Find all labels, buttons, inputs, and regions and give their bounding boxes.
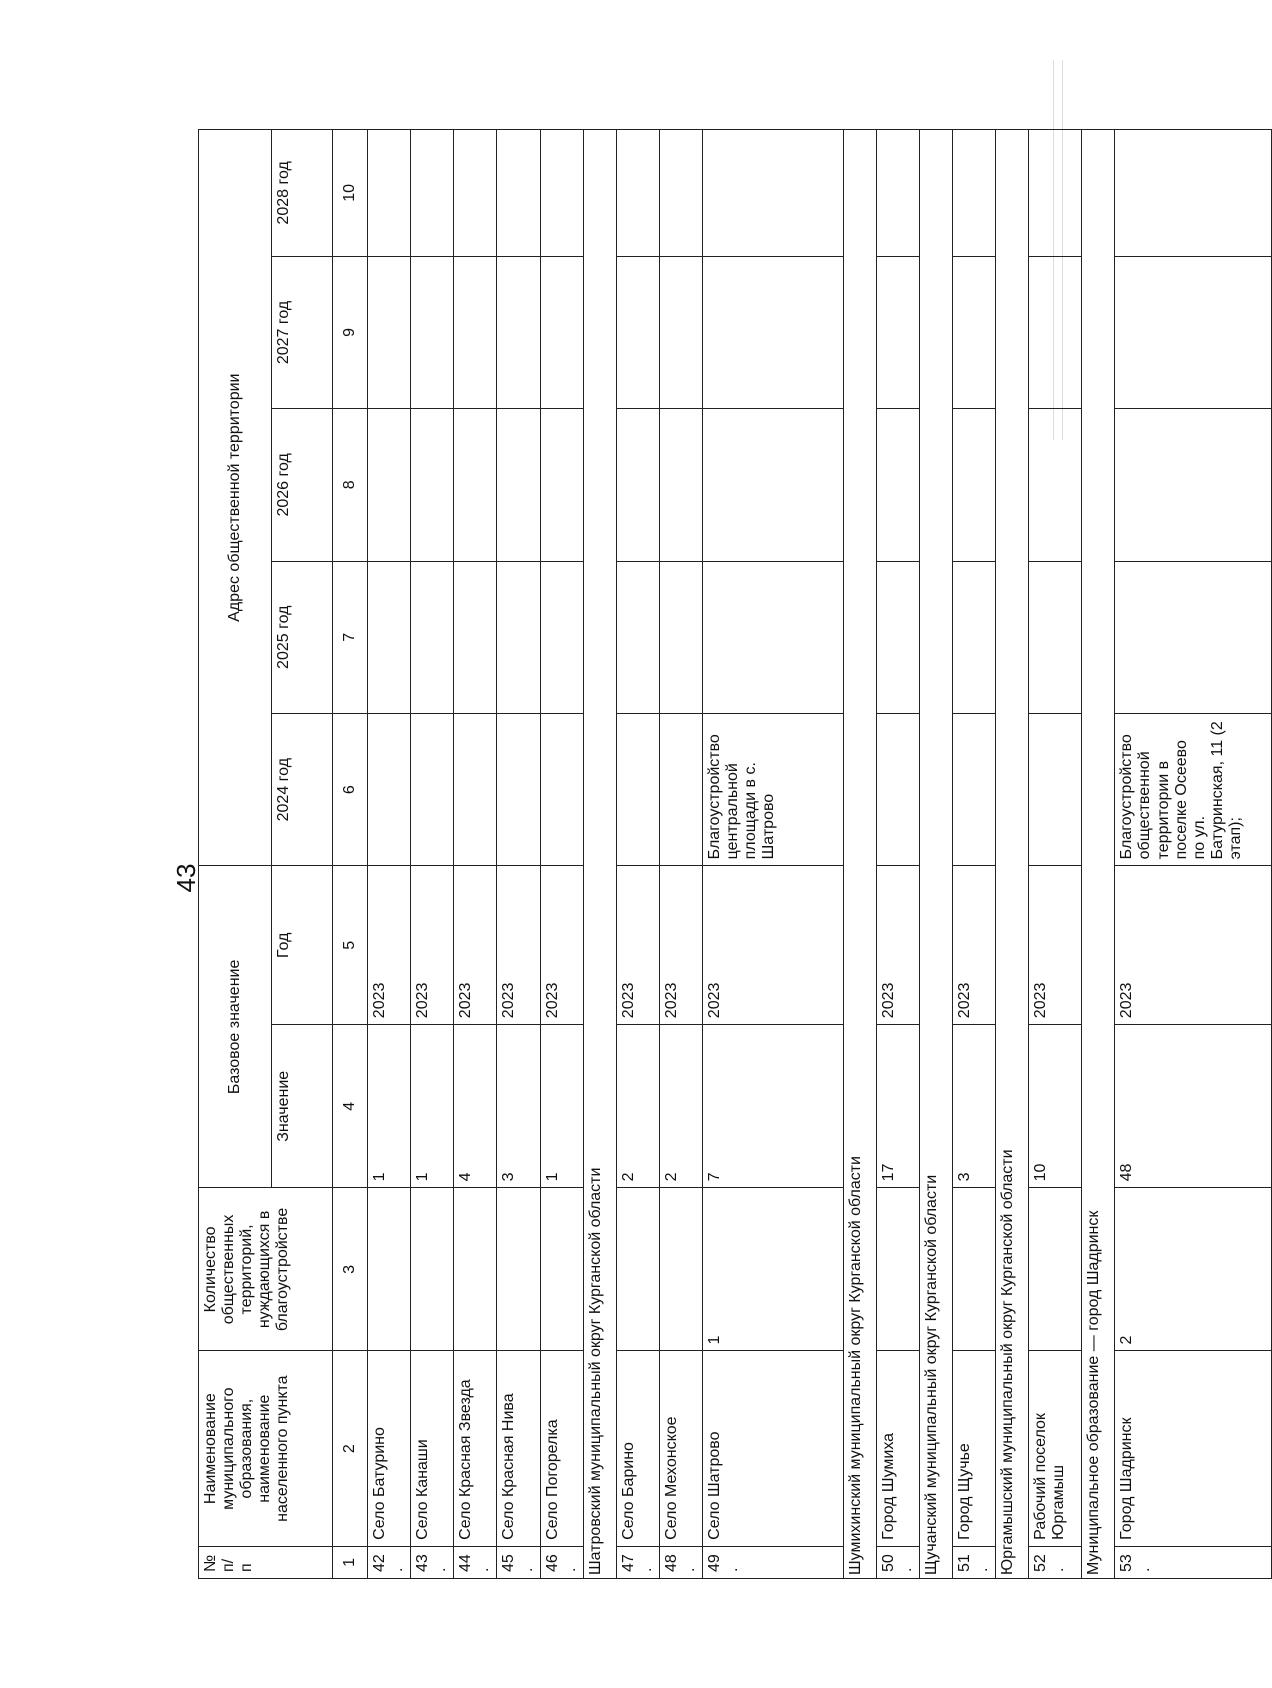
territory-count [411, 1188, 454, 1351]
address-2026 [368, 409, 411, 561]
table-row [411, 130, 454, 1579]
row-number: 45. [497, 1546, 540, 1578]
base-year: 2023 [953, 866, 996, 1025]
address-2028 [368, 130, 411, 257]
header-year-2027: 2027 год [272, 256, 333, 408]
address-2024 [953, 713, 996, 865]
address-2028 [659, 130, 702, 257]
column-number: 10 [333, 130, 368, 257]
address-2026 [1115, 409, 1272, 561]
column-number: 7 [333, 561, 368, 713]
address-2027 [540, 256, 583, 408]
table-row [616, 130, 659, 1579]
base-year: 2023 [659, 866, 702, 1025]
address-2024 [659, 713, 702, 865]
address-2027 [497, 256, 540, 408]
address-2027 [659, 256, 702, 408]
address-2028 [877, 130, 920, 257]
address-2026 [540, 409, 583, 561]
row-number: 46. [540, 1546, 583, 1578]
address-2026 [1029, 409, 1082, 561]
base-value: 1 [411, 1025, 454, 1188]
address-2026 [659, 409, 702, 561]
address-2028 [1029, 130, 1082, 257]
header-base: Базовое значение [199, 866, 272, 1188]
address-2025 [454, 561, 497, 713]
base-year: 2023 [454, 866, 497, 1025]
address-2028 [454, 130, 497, 257]
base-year: 2023 [1115, 866, 1272, 1025]
header-year-2024: 2024 год [272, 713, 333, 865]
base-year: 2023 [616, 866, 659, 1025]
address-2024 [616, 713, 659, 865]
address-2025 [659, 561, 702, 713]
header-base-year: Год [272, 866, 333, 1025]
address-2027 [368, 256, 411, 408]
address-2027 [953, 256, 996, 408]
address-2025 [953, 561, 996, 713]
address-2026 [877, 409, 920, 561]
table-row [877, 130, 920, 1579]
column-number: 9 [333, 256, 368, 408]
base-year: 2023 [411, 866, 454, 1025]
column-number: 8 [333, 409, 368, 561]
address-2028 [616, 130, 659, 257]
address-2027 [703, 256, 844, 408]
header-num: № п/п [199, 1546, 333, 1578]
column-number: 1 [333, 1546, 368, 1578]
settlement-name: Село Красная Нива [497, 1351, 540, 1546]
table-row [659, 130, 702, 1579]
address-2025 [540, 561, 583, 713]
territory-count: 1 [703, 1188, 844, 1351]
base-value: 10 [1029, 1025, 1082, 1188]
address-2027 [1115, 256, 1272, 408]
section-label: Юргамышский муниципальный округ Курганской области [996, 130, 1029, 1579]
address-2028 [703, 130, 844, 257]
table-row [540, 130, 583, 1579]
section-row [583, 130, 616, 1579]
header-year-2026: 2026 год [272, 409, 333, 561]
settlement-name: Город Шумиха [877, 1351, 920, 1546]
row-number: 44. [454, 1546, 497, 1578]
table-row [1115, 130, 1272, 1579]
territory-count [454, 1188, 497, 1351]
address-2024: Благоустройство общественной территории в поселке Осеево по ул. Батуринская, 11 (2 этап); [1115, 713, 1272, 865]
settlement-name: Село Погорелка [540, 1351, 583, 1546]
address-2025 [411, 561, 454, 713]
address-2028 [497, 130, 540, 257]
territory-count [953, 1188, 996, 1351]
address-2027 [877, 256, 920, 408]
address-2025 [1029, 561, 1082, 713]
column-number: 5 [333, 866, 368, 1025]
address-2025 [877, 561, 920, 713]
base-value: 17 [877, 1025, 920, 1188]
territory-count: 2 [1115, 1188, 1272, 1351]
address-2025 [497, 561, 540, 713]
settlement-name: Рабочий поселок Юргамыш [1029, 1351, 1082, 1546]
section-label: Шумихинский муниципальный округ Курганской области [844, 130, 877, 1579]
section-row [844, 130, 877, 1579]
section-label: Муниципальное образование — город Шадринск [1082, 130, 1115, 1579]
address-2024 [454, 713, 497, 865]
address-2026 [497, 409, 540, 561]
base-year: 2023 [1029, 866, 1082, 1025]
address-2024 [368, 713, 411, 865]
address-2026 [953, 409, 996, 561]
address-2028 [1115, 130, 1272, 257]
address-2025 [703, 561, 844, 713]
address-2027 [1029, 256, 1082, 408]
page-number: 43 [171, 863, 201, 893]
base-year: 2023 [540, 866, 583, 1025]
address-2025 [616, 561, 659, 713]
section-row [1082, 130, 1115, 1579]
table-row [454, 130, 497, 1579]
column-number: 6 [333, 713, 368, 865]
territories-table [198, 129, 1272, 1579]
territory-count [616, 1188, 659, 1351]
settlement-name: Село Красная Звезда [454, 1351, 497, 1546]
header-row [199, 130, 272, 1579]
territory-count [1029, 1188, 1082, 1351]
base-value: 1 [368, 1025, 411, 1188]
address-2026 [703, 409, 844, 561]
address-2024 [1029, 713, 1082, 865]
base-value: 4 [454, 1025, 497, 1188]
address-2024 [411, 713, 454, 865]
address-2024 [540, 713, 583, 865]
settlement-name: Село Батурино [368, 1351, 411, 1546]
base-year: 2023 [703, 866, 844, 1025]
address-2026 [616, 409, 659, 561]
address-2027 [616, 256, 659, 408]
column-number: 3 [333, 1188, 368, 1351]
section-label: Щучанский муниципальный округ Курганской области [920, 130, 953, 1579]
table-row [497, 130, 540, 1579]
section-label: Шатровский муниципальный округ Курганской области [583, 130, 616, 1579]
address-2026 [411, 409, 454, 561]
rotated-table-wrapper [198, 129, 1244, 1579]
header-base-value: Значение [272, 1025, 333, 1188]
table-row [703, 130, 844, 1579]
address-2024: Благоустройство центральной площади в с. Шатрово [703, 713, 844, 865]
row-number: 50. [877, 1546, 920, 1578]
base-value: 7 [703, 1025, 844, 1188]
table-row [953, 130, 996, 1579]
section-row [996, 130, 1029, 1579]
header-year-2028: 2028 год [272, 130, 333, 257]
base-value: 1 [540, 1025, 583, 1188]
row-number: 49. [703, 1546, 844, 1578]
base-year: 2023 [877, 866, 920, 1025]
settlement-name: Село Канаши [411, 1351, 454, 1546]
territory-count [877, 1188, 920, 1351]
row-number: 42. [368, 1546, 411, 1578]
base-value: 48 [1115, 1025, 1272, 1188]
address-2025 [1115, 561, 1272, 713]
address-2027 [411, 256, 454, 408]
header-year-2025: 2025 год [272, 561, 333, 713]
row-number: 48. [659, 1546, 702, 1578]
address-2026 [454, 409, 497, 561]
row-number: 47. [616, 1546, 659, 1578]
settlement-name: Город Шадринск [1115, 1351, 1272, 1546]
table-row [368, 130, 411, 1579]
row-number: 43. [411, 1546, 454, 1578]
settlement-name: Город Щучье [953, 1351, 996, 1546]
header-count: Количество общественных территорий, нуждающихся в благоустройстве [199, 1188, 333, 1351]
address-2024 [877, 713, 920, 865]
section-row [920, 130, 953, 1579]
base-value: 3 [953, 1025, 996, 1188]
table-row [1029, 130, 1082, 1579]
address-2027 [454, 256, 497, 408]
base-year: 2023 [368, 866, 411, 1025]
column-number: 4 [333, 1025, 368, 1188]
settlement-name: Село Барино [616, 1351, 659, 1546]
settlement-name: Село Шатрово [703, 1351, 844, 1546]
settlement-name: Село Мехонское [659, 1351, 702, 1546]
territory-count [497, 1188, 540, 1351]
address-2025 [368, 561, 411, 713]
territory-count [368, 1188, 411, 1351]
address-2028 [540, 130, 583, 257]
row-number: 51. [953, 1546, 996, 1578]
base-year: 2023 [497, 866, 540, 1025]
address-2028 [953, 130, 996, 257]
row-number: 53. [1115, 1546, 1272, 1578]
territory-count [659, 1188, 702, 1351]
header-address: Адрес общественной территории [199, 130, 272, 866]
address-2024 [497, 713, 540, 865]
base-value: 3 [497, 1025, 540, 1188]
column-number: 2 [333, 1351, 368, 1546]
header-name: Наименование муниципального образования, наименование населенного пункта [199, 1351, 333, 1546]
row-number: 52. [1029, 1546, 1082, 1578]
address-2028 [411, 130, 454, 257]
territory-count [540, 1188, 583, 1351]
base-value: 2 [616, 1025, 659, 1188]
column-numbers-row [333, 130, 368, 1579]
base-value: 2 [659, 1025, 702, 1188]
